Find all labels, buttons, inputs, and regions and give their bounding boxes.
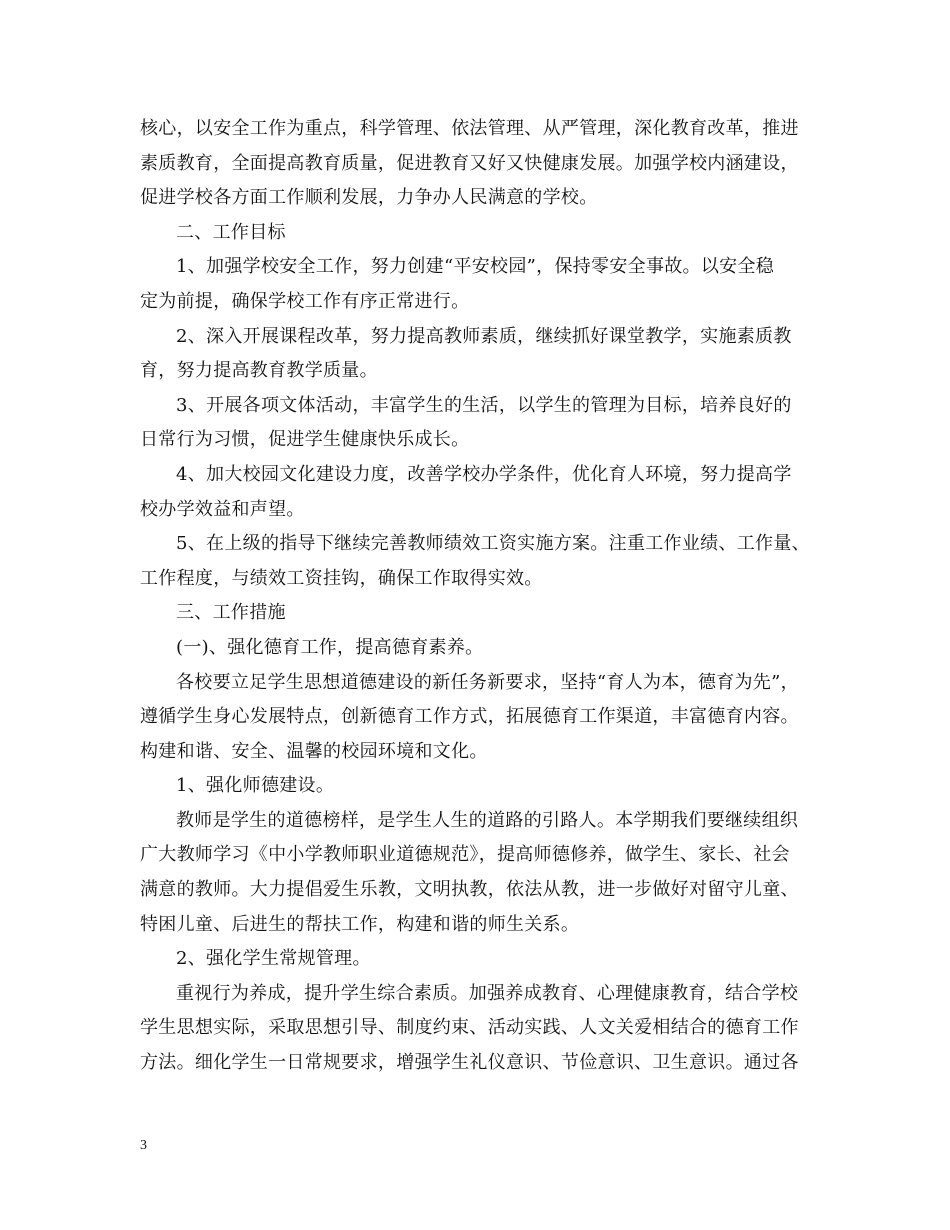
text-line: 2、深入开展课程改革，努力提高教师素质，继续抓好课堂教学，实施素质教 xyxy=(176,325,792,347)
text-line: 5、在上级的指导下继续完善教师绩效工资实施方案。注重工作业绩、工作量、 xyxy=(176,533,810,555)
text-line: 促进学校各方面工作顺利发展，力争办人民满意的学校。 xyxy=(140,187,598,209)
text-line: 工作程度，与绩效工资挂钩，确保工作取得实效。 xyxy=(140,567,543,589)
text-line: 1、强化师德建设。 xyxy=(176,775,335,797)
text-line: 4、加大校园文化建设力度，改善学校办学条件，优化育人环境，努力提高学 xyxy=(176,463,792,485)
text-line: (一)、强化德育工作，提高德育素养。 xyxy=(176,636,484,658)
text-line: 核心，以安全工作为重点，科学管理、依法管理、从严管理，深化教育改革，推进 xyxy=(140,118,799,139)
text-line: 素质教育，全面提高教育质量，促进教育又好又快健康发展。加强学校内涵建设， xyxy=(140,152,799,174)
text-line: 重视行为养成，提升学生综合素质。加强养成教育、心理健康教育，结合学校 xyxy=(176,982,799,1004)
text-line: 构建和谐、安全、温馨的校园环境和文化。 xyxy=(140,740,488,762)
text-line: 方法。细化学生一日常规要求，增强学生礼仪意识、节俭意识、卫生意识。通过各 xyxy=(140,1052,799,1074)
text-line: 2、强化学生常规管理。 xyxy=(176,948,371,970)
text-line: 各校要立足学生思想道德建设的新任务新要求，坚持“育人为本，德育为先”， xyxy=(176,671,799,693)
text-line: 广大教师学习《中小学教师职业道德规范》，提高师德修养，做学生、家长、社会 xyxy=(140,844,790,866)
text-line: 日常行为习惯，促进学生健康快乐成长。 xyxy=(140,429,470,451)
text-line: 3、开展各项文体活动，丰富学生的生活，以学生的管理为目标，培养良好的 xyxy=(176,394,792,416)
text-line: 1、加强学校安全工作，努力创建“平安校园”，保持零安全事故。以安全稳 xyxy=(176,256,775,278)
text-line: 特困儿童、后进生的帮扶工作，构建和谐的师生关系。 xyxy=(140,913,580,935)
page-number: 3 xyxy=(140,1138,147,1153)
text-line: 教师是学生的道德榜样，是学生人生的道路的引路人。本学期我们要继续组织 xyxy=(176,809,799,831)
document-body xyxy=(140,112,815,1081)
text-line: 三、工作措施 xyxy=(176,602,286,624)
text-line: 二、工作目标 xyxy=(176,221,286,243)
text-line: 遵循学生身心发展特点，创新德育工作方式，拓展德育工作渠道，丰富德育内容。 xyxy=(140,706,799,728)
text-line: 满意的教师。大力提倡爱生乐教，文明执教，依法从教，进一步做好对留守儿童、 xyxy=(140,879,799,901)
text-line: 定为前提，确保学校工作有序正常进行。 xyxy=(140,290,470,312)
text-line: 学生思想实际，采取思想引导、制度约束、活动实践、人文关爱相结合的德育工作 xyxy=(140,1017,799,1039)
text-line: 育，努力提高教育教学质量。 xyxy=(140,360,378,382)
text-line: 校办学效益和声望。 xyxy=(140,498,305,520)
